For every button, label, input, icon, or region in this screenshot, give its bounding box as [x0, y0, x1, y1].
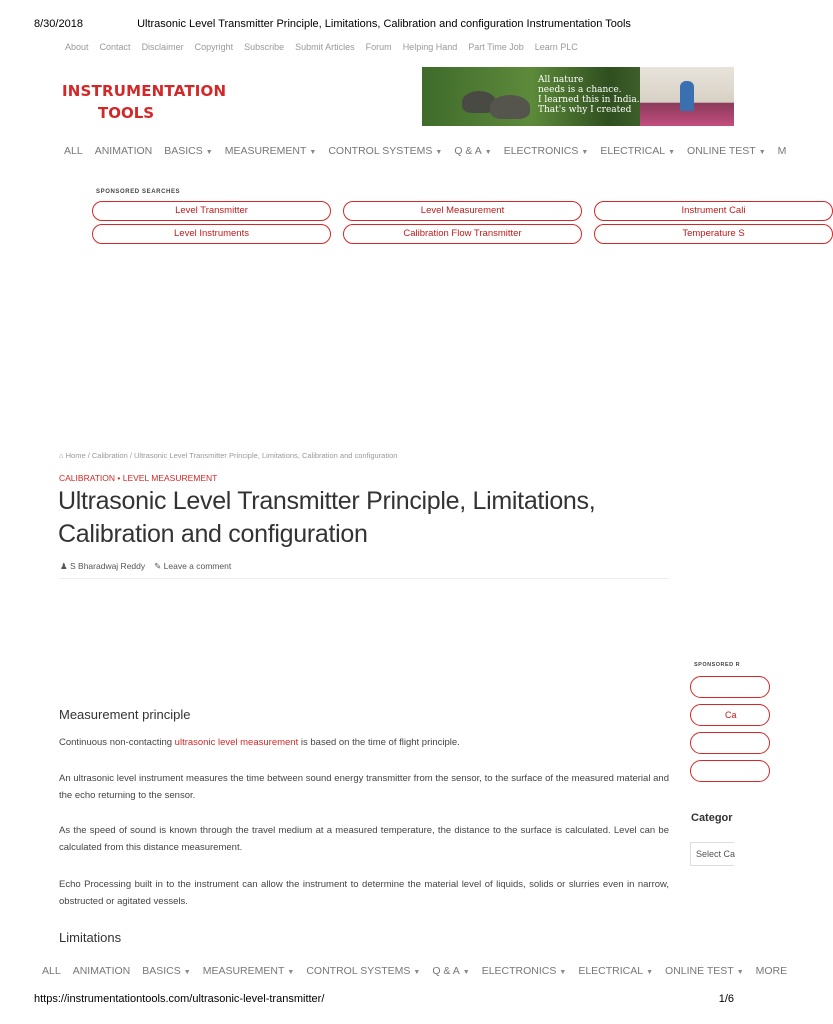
sponsored-search-link[interactable]: Level Transmitter — [92, 201, 331, 221]
sidebar-sponsored-link[interactable]: Ca — [690, 704, 770, 726]
bottom-nav — [42, 965, 788, 977]
logo-line-1: INSTRUMENTATION — [62, 82, 227, 100]
top-nav — [65, 42, 578, 52]
caret-down-icon: ▼ — [462, 969, 470, 976]
nav-basics[interactable]: BASICS ▼ — [164, 145, 213, 157]
print-date: 8/30/2018 — [34, 18, 83, 30]
top-nav-about[interactable]: About — [65, 42, 89, 52]
nav-control-systems[interactable]: CONTROL SYSTEMS ▼ — [328, 145, 443, 157]
nav-qa[interactable]: Q & A ▼ — [454, 145, 492, 157]
sponsored-search-link[interactable]: Level Instruments — [92, 224, 331, 244]
sidebar-sponsored-link[interactable] — [690, 676, 770, 698]
print-footer — [34, 993, 734, 1005]
nav-online-test[interactable]: ONLINE TEST ▼ — [665, 965, 744, 977]
nav-more[interactable]: M — [777, 145, 787, 157]
top-nav-helping-hand[interactable]: Helping Hand — [402, 42, 458, 52]
heading-limitations: Limitations — [59, 930, 122, 945]
sponsored-search-link[interactable]: Level Measurement — [343, 201, 582, 221]
nav-basics[interactable]: BASICS ▼ — [142, 965, 191, 977]
caret-down-icon: ▼ — [758, 149, 766, 156]
top-nav-forum[interactable]: Forum — [365, 42, 392, 52]
caret-down-icon: ▼ — [309, 149, 317, 156]
nav-animation[interactable]: ANIMATION — [94, 145, 153, 157]
sponsored-label: SPONSORED SEARCHES — [96, 189, 181, 195]
paragraph: As the speed of sound is known through the travel medium at a measured temperature, the distance to the surface is calculated. Level can be calculated from this distance measurement. — [59, 825, 669, 853]
nav-all[interactable]: ALL — [42, 965, 61, 977]
caret-down-icon: ▼ — [413, 969, 421, 976]
heading-measurement-principle: Measurement principle — [59, 707, 191, 722]
rhino-image — [490, 95, 530, 119]
paragraph: Echo Processing built in to the instrument can allow the instrument to determine the material level of liquids, solids or slurries even in narrow, obstructed or agitated vessels. — [59, 879, 669, 907]
nav-measurement[interactable]: MEASUREMENT ▼ — [224, 145, 317, 157]
caret-down-icon: ▼ — [183, 969, 191, 976]
main-nav — [64, 145, 786, 157]
top-nav-part-time-job[interactable]: Part Time Job — [468, 42, 524, 52]
print-header — [34, 18, 734, 30]
nav-more[interactable]: MORE — [755, 965, 788, 977]
sidebar-sponsored-link[interactable] — [690, 732, 770, 754]
logo-line-2: TOOLS — [98, 104, 155, 122]
category-tags[interactable]: CALIBRATION • LEVEL MEASUREMENT — [59, 473, 218, 483]
paragraph: Continuous non-contacting ultrasonic level measurement is based on the time of flight principle. — [59, 737, 460, 748]
sponsored-search-link[interactable]: Temperature S — [594, 224, 833, 244]
article-meta — [60, 561, 231, 572]
paragraph: An ultrasonic level instrument measures the time between sound energy transmitter from the sensor, to the surface of the measured material and the echo returning to the sensor. — [59, 773, 669, 801]
article-title: Ultrasonic Level Transmitter Principle, Limitations, Calibration and configuration — [58, 487, 596, 548]
site-logo[interactable] — [62, 80, 226, 124]
top-nav-subscribe[interactable]: Subscribe — [244, 42, 285, 52]
nav-all[interactable]: ALL — [64, 145, 83, 157]
caret-down-icon: ▼ — [668, 149, 676, 156]
sponsored-search-link[interactable]: Instrument Cali — [594, 201, 833, 221]
sponsored-searches — [92, 201, 746, 247]
print-page-number: 1/6 — [718, 993, 734, 1005]
sidebar-sponsored-link[interactable] — [690, 760, 770, 782]
nav-electronics[interactable]: ELECTRONICS ▼ — [503, 145, 589, 157]
caret-down-icon: ▼ — [435, 149, 443, 156]
nav-animation[interactable]: ANIMATION — [72, 965, 131, 977]
person-image — [680, 81, 694, 111]
author[interactable]: ♟ S Bharadwaj Reddy — [60, 561, 146, 571]
nav-qa[interactable]: Q & A ▼ — [432, 965, 470, 977]
sidebar-sponsored-searches — [690, 676, 737, 784]
sidebar-categories-heading: Categor — [691, 812, 733, 824]
top-nav-contact[interactable]: Contact — [99, 42, 131, 52]
breadcrumb: ⌂ Home / Calibration / Ultrasonic Level Transmitter Principle, Limitations, Calibration and configuration — [59, 451, 398, 460]
banner-tagline: All nature needs is a chance. I learned this in India. That's why I created — [538, 75, 640, 115]
top-nav-submit-articles[interactable]: Submit Articles — [295, 42, 355, 52]
category-select[interactable]: Select Ca — [690, 842, 734, 866]
print-title: Ultrasonic Level Transmitter Principle, Limitations, Calibration and configuration Instrumentation Tools — [137, 18, 631, 30]
caret-down-icon: ▼ — [736, 969, 744, 976]
nav-measurement[interactable]: MEASUREMENT ▼ — [202, 965, 295, 977]
user-icon: ♟ — [60, 561, 68, 571]
nav-online-test[interactable]: ONLINE TEST ▼ — [687, 145, 766, 157]
top-nav-disclaimer[interactable]: Disclaimer — [141, 42, 184, 52]
ultrasonic-level-measurement-link[interactable]: ultrasonic level measurement — [174, 737, 299, 748]
print-url: https://instrumentationtools.com/ultrasonic-level-transmitter/ — [34, 993, 325, 1005]
comment-link[interactable]: ✎ Leave a comment — [154, 561, 232, 571]
banner-photo — [640, 67, 734, 126]
nav-control-systems[interactable]: CONTROL SYSTEMS ▼ — [306, 965, 421, 977]
home-icon: ⌂ — [59, 451, 64, 460]
caret-down-icon: ▼ — [205, 149, 213, 156]
top-nav-copyright[interactable]: Copyright — [194, 42, 234, 52]
top-nav-learn-plc[interactable]: Learn PLC — [534, 42, 578, 52]
sidebar-sponsored-label: SPONSORED R — [694, 662, 741, 668]
nav-electronics[interactable]: ELECTRONICS ▼ — [481, 965, 567, 977]
caret-down-icon: ▼ — [581, 149, 589, 156]
caret-down-icon: ▼ — [287, 969, 295, 976]
banner-ad[interactable] — [422, 67, 734, 126]
divider — [59, 578, 669, 579]
comment-icon: ✎ — [154, 561, 162, 571]
caret-down-icon: ▼ — [484, 149, 492, 156]
caret-down-icon: ▼ — [646, 969, 654, 976]
caret-down-icon: ▼ — [559, 969, 567, 976]
sponsored-search-link[interactable]: Calibration Flow Transmitter — [343, 224, 582, 244]
nav-electrical[interactable]: ELECTRICAL ▼ — [600, 145, 676, 157]
nav-electrical[interactable]: ELECTRICAL ▼ — [578, 965, 654, 977]
